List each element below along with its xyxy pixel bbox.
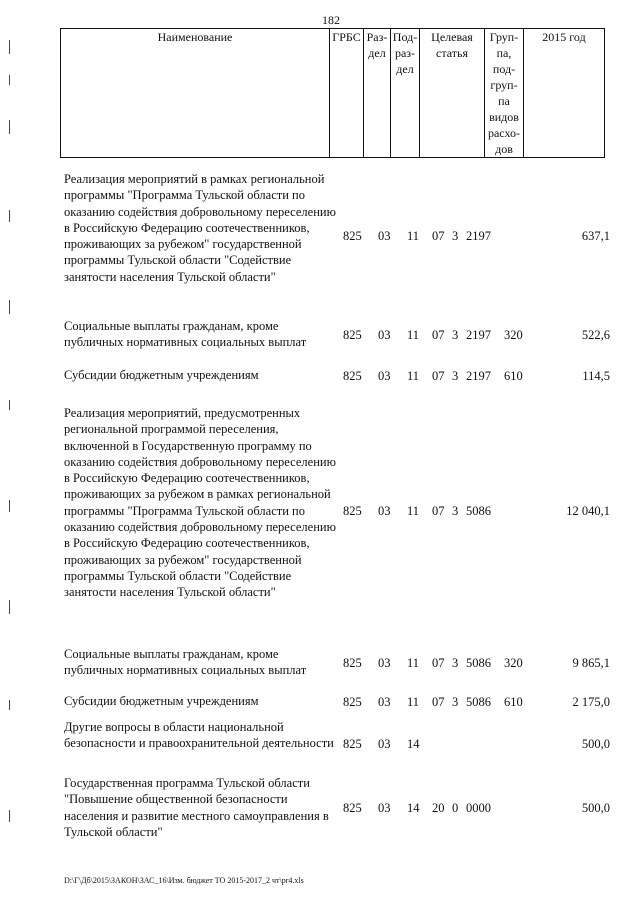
table-row xyxy=(0,367,640,384)
row-grbs: 825 xyxy=(343,655,362,670)
header-year: 2015 год xyxy=(524,29,605,158)
row-sub: 3 xyxy=(452,228,459,243)
row-sum: 637,1 xyxy=(581,228,610,243)
row-razdel: 03 xyxy=(378,327,391,342)
row-podrazdel: 11 xyxy=(407,327,420,342)
header-name: Наименование xyxy=(61,29,330,158)
margin-mark xyxy=(9,120,10,134)
row-razdel: 03 xyxy=(378,694,391,709)
row-sum: 9 865,1 xyxy=(572,655,610,670)
margin-mark xyxy=(9,300,10,314)
row-grbs: 825 xyxy=(343,368,362,383)
row-sum: 500,0 xyxy=(581,800,610,815)
row-sum: 114,5 xyxy=(582,368,610,383)
row-razdel: 03 xyxy=(378,800,391,815)
row-podrazdel: 11 xyxy=(407,503,420,518)
row-grbs: 825 xyxy=(343,228,362,243)
row-code: 2197 xyxy=(466,368,491,383)
table-row xyxy=(0,646,640,679)
table-row xyxy=(0,405,640,617)
header-celevaya: Целевая статья xyxy=(420,29,485,158)
row-name: Субсидии бюджетным учреждениям xyxy=(64,368,259,382)
row-name: Социальные выплаты гражданам, кроме публичных нормативных социальных выплат xyxy=(64,319,307,350)
row-vr: 610 xyxy=(504,694,523,709)
table-row xyxy=(0,171,640,301)
row-podrazdel: 11 xyxy=(407,655,420,670)
row-code: 2197 xyxy=(466,228,491,243)
row-razdel: 03 xyxy=(378,368,391,383)
row-code: 5086 xyxy=(466,694,491,709)
row-prog: 07 xyxy=(432,327,445,342)
row-podrazdel: 11 xyxy=(407,228,420,243)
row-name: Реализация мероприятий, предусмотренных региональной программой переселения, включенной в Государственную программу по оказанию содействия добровольному переселению в Российскую Федерацию соотечественников, проживающих за рубежом в рамках региональной программы "Программа Тульской области по оказанию содействия добровольному переселению в Российскую Федерацию соотечественников, проживающих за рубежом" государственной программы Тульской области "Содействие занятости населения Тульской области" xyxy=(64,406,336,600)
row-sub: 3 xyxy=(452,368,459,383)
row-code: 5086 xyxy=(466,503,491,518)
row-prog: 07 xyxy=(432,503,445,518)
header-razdel: Раз- дел xyxy=(364,29,391,158)
row-podrazdel: 11 xyxy=(407,368,420,383)
row-sub: 3 xyxy=(452,655,459,670)
table-row xyxy=(0,775,640,841)
row-prog: 20 xyxy=(432,800,445,815)
row-podrazdel: 14 xyxy=(407,800,420,815)
row-name: Другие вопросы в области национальной безопасности и правоохранительной деятельности xyxy=(64,720,334,751)
row-name: Реализация мероприятий в рамках региональной программы "Программа Тульской области по оказанию содействия добровольному переселению в Российскую Федерацию соотечественников, проживающих за рубежом" государственной программы Тульской области "Содействие занятости населения Тульской области" xyxy=(64,172,336,284)
header-grbs: ГРБС xyxy=(330,29,364,158)
row-grbs: 825 xyxy=(343,503,362,518)
row-sub: 0 xyxy=(452,800,459,815)
table-header xyxy=(60,28,605,158)
page-number: 182 xyxy=(322,13,340,27)
row-sum: 12 040,1 xyxy=(566,503,610,518)
row-vr: 320 xyxy=(504,327,523,342)
header-podrazdel: Под- раз- дел xyxy=(391,29,420,158)
row-sub: 3 xyxy=(452,503,459,518)
row-sum: 522,6 xyxy=(581,327,610,342)
row-grbs: 825 xyxy=(343,327,362,342)
row-name: Государственная программа Тульской области "Повышение общественной безопасности населения и развитие местного самоуправления в Тульской области" xyxy=(64,776,329,839)
row-razdel: 03 xyxy=(378,228,391,243)
row-code: 0000 xyxy=(466,800,491,815)
row-prog: 07 xyxy=(432,694,445,709)
row-sub: 3 xyxy=(452,327,459,342)
table-row xyxy=(0,318,640,351)
footer-file-path: D:\Г\Дб\2015\ЗАКОН\ЗАС_16\Изм. бюджет ТО 2015-2017_2 чт\pr4.xls xyxy=(64,876,304,885)
margin-mark xyxy=(9,40,10,54)
row-grbs: 825 xyxy=(343,694,362,709)
row-grbs: 825 xyxy=(343,736,362,751)
row-name: Социальные выплаты гражданам, кроме публичных нормативных социальных выплат xyxy=(64,647,307,678)
row-vr: 320 xyxy=(504,655,523,670)
row-code: 5086 xyxy=(466,655,491,670)
row-prog: 07 xyxy=(432,655,445,670)
row-podrazdel: 11 xyxy=(407,694,420,709)
row-vr: 610 xyxy=(504,368,523,383)
row-podrazdel: 14 xyxy=(407,736,420,751)
table-row xyxy=(0,693,640,710)
row-prog: 07 xyxy=(432,368,445,383)
row-sub: 3 xyxy=(452,694,459,709)
header-gruppa: Груп- па, под- груп- па видов расхо- дов xyxy=(485,29,524,158)
row-prog: 07 xyxy=(432,228,445,243)
row-grbs: 825 xyxy=(343,800,362,815)
row-code: 2197 xyxy=(466,327,491,342)
table-row xyxy=(0,719,640,768)
row-razdel: 03 xyxy=(378,503,391,518)
row-name: Субсидии бюджетным учреждениям xyxy=(64,694,259,708)
row-sum: 500,0 xyxy=(581,736,610,751)
row-razdel: 03 xyxy=(378,655,391,670)
row-razdel: 03 xyxy=(378,736,391,751)
row-sum: 2 175,0 xyxy=(572,694,610,709)
margin-mark xyxy=(9,75,10,85)
